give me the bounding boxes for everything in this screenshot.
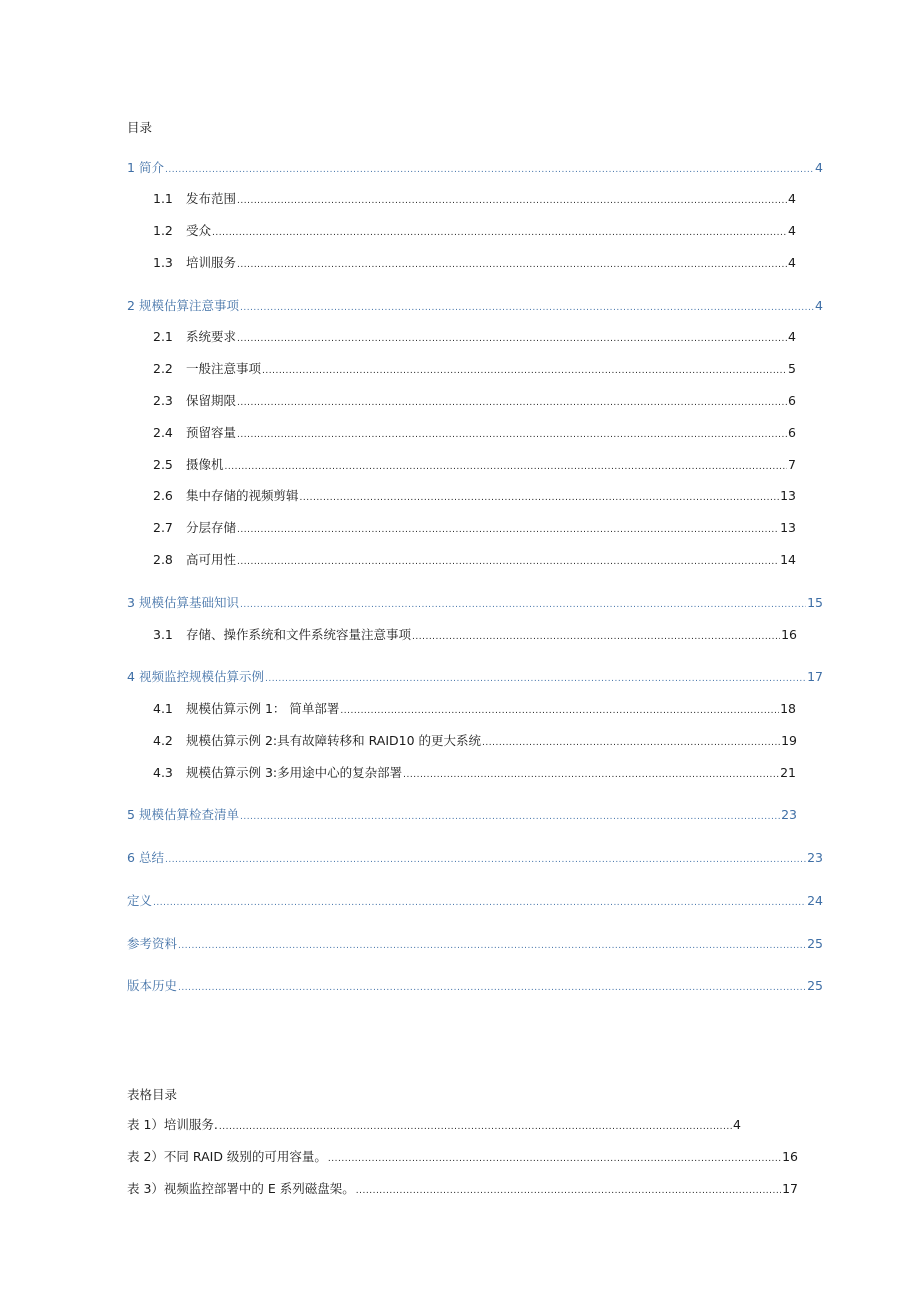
toc-dot-leader <box>328 1152 781 1166</box>
toc-entry-title: 集中存储的视频剪辑 <box>186 488 299 503</box>
toc-entry-page: 23 <box>807 850 823 865</box>
toc-entry-title: 规模估算基础知识 <box>138 595 239 610</box>
toc-dot-leader <box>237 523 779 537</box>
toc-entry-number: 4 <box>127 669 135 684</box>
toc-entry-page: 19 <box>781 733 797 748</box>
toc-entry[interactable] <box>153 456 796 474</box>
toc-entry-page: 21 <box>780 765 796 780</box>
toc-dot-leader <box>178 939 806 953</box>
toc-dot-leader <box>300 491 780 505</box>
toc-entry[interactable] <box>127 977 823 995</box>
toc-entry-title: 定义 <box>127 893 153 908</box>
toc-entry[interactable] <box>153 519 796 537</box>
toc-entry-number: 4.3 <box>153 765 173 780</box>
toc-entry-title: 受众 <box>186 223 212 238</box>
toc-entry-page: 15 <box>807 595 823 610</box>
toc-entry[interactable] <box>153 328 796 346</box>
toc-entry[interactable] <box>153 254 796 272</box>
toc-entry-title: 存储、操作系统和文件系统容量注意事项 <box>186 627 412 642</box>
table-toc-page: 4 <box>733 1117 741 1132</box>
table-toc-entry[interactable] <box>127 1148 798 1166</box>
toc-entry[interactable] <box>127 594 823 612</box>
toc-entry-title: 分层存储 <box>186 520 237 535</box>
toc-entry-number: 2.2 <box>153 361 173 376</box>
toc-dot-leader <box>237 258 787 272</box>
toc-entry[interactable] <box>127 849 823 867</box>
tables-toc-heading: 表格目录 <box>127 1087 178 1102</box>
toc-entry[interactable] <box>153 360 796 378</box>
toc-dot-leader <box>153 896 806 910</box>
toc-entry[interactable] <box>153 700 796 718</box>
toc-entry[interactable] <box>127 806 797 824</box>
toc-entry-title: 摄像机 <box>186 457 224 472</box>
toc-entry-number: 1.2 <box>153 223 173 238</box>
toc-entry-page: 6 <box>788 425 796 440</box>
toc-entry-title: 系统要求 <box>186 329 237 344</box>
toc-entry-number: 6 <box>127 850 135 865</box>
table-toc-label: 表 3）视频监控部署中的 E 系列磁盘架。 <box>127 1181 355 1196</box>
toc-dot-leader <box>178 981 806 995</box>
toc-entry-title: 规模估算检查清单 <box>138 807 239 822</box>
toc-entry-page: 13 <box>780 520 796 535</box>
toc-entry-page: 6 <box>788 393 796 408</box>
toc-entry-page: 4 <box>815 160 823 175</box>
toc-dot-leader <box>340 704 779 718</box>
toc-entry-page: 4 <box>788 255 796 270</box>
toc-entry[interactable] <box>127 297 823 315</box>
toc-entry-page: 4 <box>788 191 796 206</box>
toc-dot-leader <box>219 1120 732 1134</box>
toc-entry-number: 3.1 <box>153 627 173 642</box>
toc-entry-page: 24 <box>807 893 823 908</box>
toc-entry-title: 规模估算注意事项 <box>138 298 239 313</box>
toc-entry-number: 1.3 <box>153 255 173 270</box>
table-toc-entry[interactable] <box>127 1116 741 1134</box>
toc-entry-number: 1 <box>127 160 135 175</box>
toc-entry[interactable] <box>153 732 797 750</box>
toc-entry-number: 2.3 <box>153 393 173 408</box>
toc-entry-number: 4.1 <box>153 701 173 716</box>
toc-entry-page: 25 <box>807 978 823 993</box>
table-toc-page: 16 <box>782 1149 798 1164</box>
toc-entry-page: 5 <box>788 361 796 376</box>
toc-entry[interactable] <box>153 626 797 644</box>
toc-entry[interactable] <box>127 159 823 177</box>
toc-entry-page: 23 <box>781 807 797 822</box>
toc-entry-number: 2.6 <box>153 488 173 503</box>
toc-entry-page: 17 <box>807 669 823 684</box>
toc-dot-leader <box>165 163 814 177</box>
table-toc-label: 表 2）不同 RAID 级别的可用容量。 <box>127 1149 327 1164</box>
toc-entry-page: 4 <box>788 329 796 344</box>
toc-entry-title: 视频监控规模估算示例 <box>138 669 264 684</box>
toc-entry-page: 7 <box>788 457 796 472</box>
toc-entry-number: 3 <box>127 595 135 610</box>
toc-entry-page: 25 <box>807 936 823 951</box>
toc-entry-number: 2.7 <box>153 520 173 535</box>
toc-entry-title: 规模估算示例 1： 简单部署 <box>186 701 340 716</box>
toc-entry-title: 规模估算示例 3:多用途中心的复杂部署 <box>186 765 403 780</box>
toc-entry-title: 版本历史 <box>127 978 178 993</box>
toc-dot-leader <box>356 1184 781 1198</box>
toc-entry-number: 5 <box>127 807 135 822</box>
toc-entry-number: 2.4 <box>153 425 173 440</box>
toc-entry-title: 总结 <box>138 850 164 865</box>
toc-entry-number: 2.1 <box>153 329 173 344</box>
toc-entry-page: 18 <box>780 701 796 716</box>
toc-entry-title: 预留容量 <box>186 425 237 440</box>
toc-entry[interactable] <box>127 935 823 953</box>
toc-entry-page: 14 <box>780 552 796 567</box>
toc-dot-leader <box>237 194 787 208</box>
toc-entry-title: 培训服务 <box>186 255 237 270</box>
table-toc-label: 表 1）培训服务. <box>127 1117 218 1132</box>
toc-dot-leader <box>237 396 787 410</box>
toc-dot-leader <box>412 630 780 644</box>
toc-dot-leader <box>225 460 788 474</box>
toc-entry-title: 发布范围 <box>186 191 237 206</box>
toc-entry[interactable] <box>153 392 796 410</box>
toc-dot-leader <box>212 226 787 240</box>
toc-entry[interactable] <box>153 222 796 240</box>
toc-entry[interactable] <box>153 764 796 782</box>
toc-entry[interactable] <box>153 487 796 505</box>
toc-entry-title: 规模估算示例 2:具有故障转移和 RAID10 的更大系统 <box>186 733 482 748</box>
table-toc-page: 17 <box>782 1181 798 1196</box>
toc-entry-number: 1.1 <box>153 191 173 206</box>
toc-entry-number: 2.5 <box>153 457 173 472</box>
toc-entry-title: 一般注意事项 <box>186 361 262 376</box>
toc-dot-leader <box>240 810 780 824</box>
toc-dot-leader <box>482 736 780 750</box>
table-toc-entry[interactable] <box>127 1180 798 1198</box>
toc-entry-title: 简介 <box>138 160 164 175</box>
toc-entry-title: 参考资料 <box>127 936 178 951</box>
toc-entry-page: 4 <box>815 298 823 313</box>
toc-entry-title: 高可用性 <box>186 552 237 567</box>
toc-entry[interactable] <box>127 892 823 910</box>
toc-entry[interactable] <box>127 668 823 686</box>
toc-dot-leader <box>265 672 806 686</box>
toc-entry[interactable] <box>153 424 796 442</box>
toc-entry-number: 2.8 <box>153 552 173 567</box>
toc-dot-leader <box>237 428 787 442</box>
toc-dot-leader <box>240 301 814 315</box>
toc-dot-leader <box>237 555 779 569</box>
toc-entry[interactable] <box>153 190 796 208</box>
toc-entry-number: 4.2 <box>153 733 173 748</box>
toc-dot-leader <box>237 332 787 346</box>
toc-entry[interactable] <box>153 551 796 569</box>
toc-entry-title: 保留期限 <box>186 393 237 408</box>
toc-entry-number: 2 <box>127 298 135 313</box>
toc-entry-page: 4 <box>788 223 796 238</box>
toc-dot-leader <box>240 598 806 612</box>
toc-dot-leader <box>165 853 806 867</box>
toc-dot-leader <box>403 768 779 782</box>
toc-entry-page: 13 <box>780 488 796 503</box>
toc-dot-leader <box>262 364 787 378</box>
toc-heading: 目录 <box>127 120 153 135</box>
toc-entry-page: 16 <box>781 627 797 642</box>
